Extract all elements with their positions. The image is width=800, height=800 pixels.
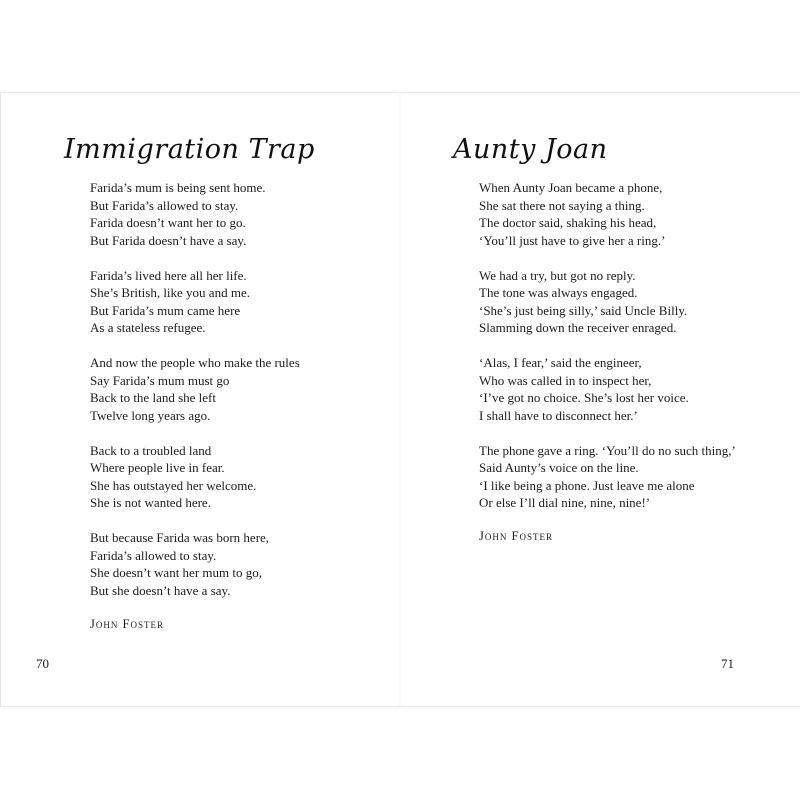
- poem-line: ‘I like being a phone. Just leave me alone: [479, 477, 695, 493]
- poem-line: She is not wanted here.: [90, 495, 211, 510]
- poem-line: Or else I’ll dial nine, nine, nine!’: [479, 495, 651, 510]
- poem-line: But because Farida was born here,: [90, 530, 270, 545]
- poem-body: [479, 179, 736, 544]
- stanza: [90, 267, 300, 337]
- poem-line: We had a try, but got no reply.: [479, 267, 636, 283]
- stanza: [90, 354, 300, 424]
- stanza: [479, 442, 736, 512]
- poem-line: Back to the land she left: [90, 390, 216, 405]
- poem-line: Slamming down the receiver enraged.: [479, 320, 677, 335]
- poem-title: Aunty Joan: [453, 134, 608, 165]
- poem-line: Farida’s lived here all her life.: [90, 267, 247, 283]
- stanza: [90, 179, 300, 249]
- poem-line: Say Farida’s mum must go: [90, 372, 230, 388]
- poem-line: She has outstayed her welcome.: [90, 477, 257, 493]
- poem-line: And now the people who make the rules: [90, 355, 300, 370]
- poem-line: Back to a troubled land: [90, 442, 212, 458]
- poem-line: As a stateless refugee.: [90, 320, 206, 335]
- poem-line: She doesn’t want her mum to go,: [90, 565, 262, 580]
- poem-line: Said Aunty’s voice on the line.: [479, 460, 639, 475]
- poem-line: ‘I’ve got no choice. She’s lost her voice.: [479, 390, 689, 405]
- left-page: [0, 92, 399, 706]
- poem-line: Farida’s allowed to stay.: [90, 547, 217, 563]
- stanza: [479, 354, 736, 424]
- poem-line: But Farida’s allowed to stay.: [90, 197, 239, 213]
- poem-line: Who was called in to inspect her,: [479, 372, 652, 388]
- stanza: [479, 267, 736, 337]
- poem-line: She sat there not saying a thing.: [479, 197, 645, 213]
- poem-line: Where people live in fear.: [90, 460, 225, 475]
- poem-line: ‘She’s just being silly,’ said Uncle Billy.: [479, 302, 688, 318]
- page-bottom-edge: [0, 706, 800, 707]
- poem-line: ‘You’ll just have to give her a ring.’: [479, 232, 666, 248]
- poem-line: She’s British, like you and me.: [90, 285, 250, 300]
- poem-line: I shall have to disconnect her.’: [479, 407, 638, 423]
- stanza: [90, 442, 300, 512]
- poem-line: When Aunty Joan became a phone,: [479, 180, 663, 195]
- stanza: [90, 529, 300, 599]
- poem-author: John Foster: [90, 616, 164, 631]
- poem-line: The phone gave a ring. ‘You’ll do no such thing,’: [479, 442, 736, 458]
- page-number: 70: [36, 656, 49, 671]
- poem-line: ‘Alas, I fear,’ said the engineer,: [479, 355, 642, 370]
- poem-line: But Farida doesn’t have a say.: [90, 232, 247, 248]
- poem-line: But she doesn’t have a say.: [90, 582, 231, 598]
- poem-line: But Farida’s mum came here: [90, 302, 241, 318]
- poem-title: Immigration Trap: [64, 134, 315, 165]
- right-page: [401, 92, 800, 706]
- stanza: [479, 179, 736, 249]
- page-number: 71: [721, 656, 734, 671]
- poem-line: Farida’s mum is being sent home.: [90, 180, 266, 195]
- poem-line: The tone was always engaged.: [479, 285, 638, 300]
- poem-body: [90, 179, 300, 632]
- poem-line: Farida doesn’t want her to go.: [90, 215, 246, 230]
- poem-line: The doctor said, shaking his head,: [479, 215, 657, 230]
- poem-author: John Foster: [479, 529, 553, 543]
- poem-line: Twelve long years ago.: [90, 407, 211, 423]
